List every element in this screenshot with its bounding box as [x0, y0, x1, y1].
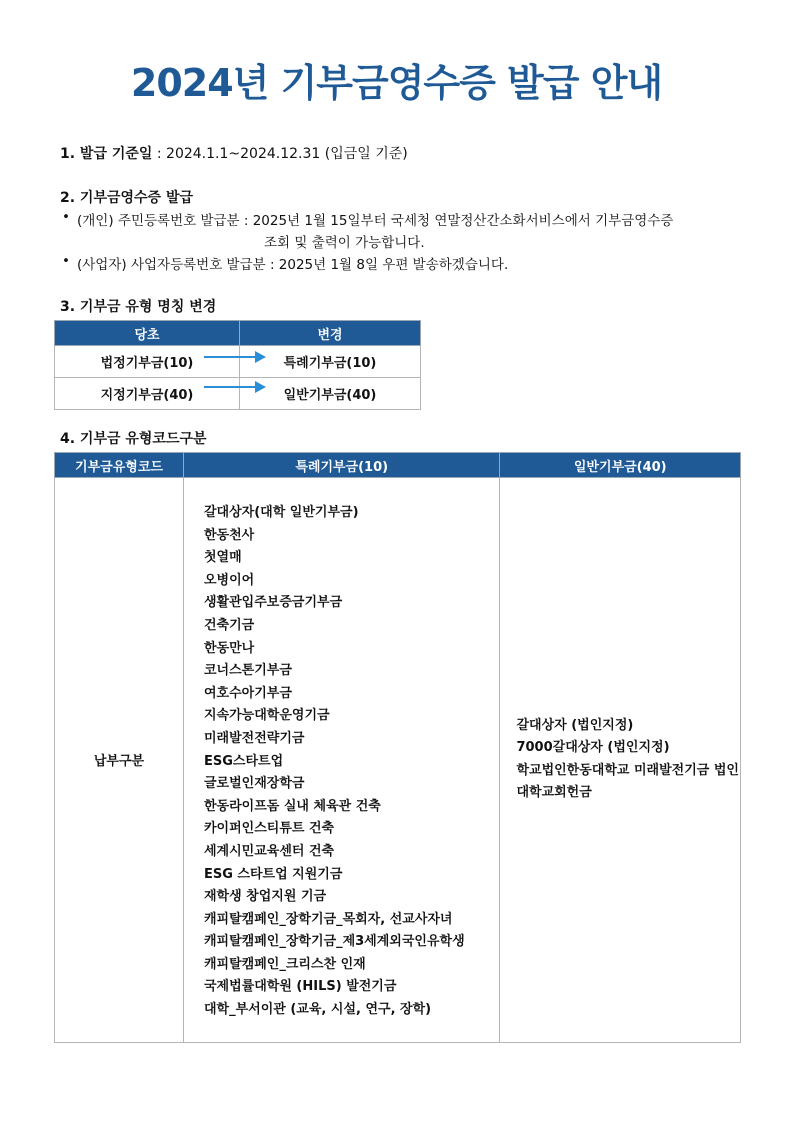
table-cell: 법정기부금(10) — [55, 346, 240, 378]
table-row — [55, 478, 741, 1043]
list-item: 세계시민교육센터 건축 — [203, 843, 335, 859]
list-item: 대학교회헌금 — [516, 785, 592, 801]
list-item: 첫열매 — [203, 550, 242, 566]
list-item: 학교법인한동대학교 미래발전기금 법인 — [516, 762, 739, 778]
special-donation-list — [183, 478, 499, 1043]
section-2-bullet-text: (사업자) 사업자등록번호 발급분 : 2025년 1월 8일 우편 발송하겠습니다. — [77, 257, 509, 273]
name-change-table — [54, 320, 421, 410]
general-donation-list — [500, 478, 741, 1043]
section-1 — [60, 143, 408, 163]
table-header: 일반기부금(40) — [500, 453, 741, 478]
table-cell: 지정기부금(40) — [55, 378, 240, 410]
list-item: 한동만나 — [203, 640, 255, 656]
list-item: 오병이어 — [203, 572, 255, 588]
list-item: 대학_부서이관 (교육, 시설, 연구, 장학) — [203, 1002, 432, 1018]
list-item: 한동천사 — [203, 527, 255, 543]
table-header: 당초 — [55, 321, 240, 346]
table-cell: 일반기부금(40) — [240, 378, 421, 410]
list-item: 갈대상자 (법인지정) — [516, 717, 634, 733]
list-item: 7000갈대상자 (법인지정) — [516, 740, 670, 756]
list-item: ESG스타트업 — [203, 753, 284, 769]
list-item: 생활관입주보증금기부금 — [203, 595, 343, 611]
list-item: 캐피탈캠페인_크리스찬 인재 — [203, 956, 366, 972]
section-1-label: 1. 발급 기준일 — [60, 146, 153, 162]
list-item: 재학생 창업지원 기금 — [203, 889, 327, 905]
section-4-heading: 4. 기부금 유형코드구분 — [60, 431, 207, 447]
list-item: 건축기금 — [203, 617, 255, 633]
section-2-bullet-text: (개인) 주민등록번호 발급분 : 2025년 1월 15일부터 국세청 연말정산간소화서비스에서 기부금영수증 — [77, 213, 674, 229]
arrow-right-icon — [204, 386, 256, 388]
section-2-bullet-continuation: 조회 및 출력이 가능합니다. — [264, 235, 425, 251]
table-header: 기부금유형코드 — [55, 453, 184, 478]
bullet-dot: • — [62, 209, 70, 225]
list-item: 카이퍼인스티튜트 건축 — [203, 821, 335, 837]
table-header: 특례기부금(10) — [183, 453, 499, 478]
table-header-row — [55, 321, 421, 346]
table-row — [55, 378, 421, 410]
section-2-heading: 2. 기부금영수증 발급 — [60, 190, 193, 206]
list-item: 코너스톤기부금 — [203, 663, 292, 679]
list-item: 여호수아기부금 — [203, 685, 292, 701]
bullet-dot: • — [62, 253, 70, 269]
row-label: 납부구분 — [55, 478, 184, 1043]
list-item: 캐피탈캠페인_장학기금_제3세계외국인유학생 — [203, 934, 465, 950]
list-item: 갈대상자(대학 일반기부금) — [203, 505, 359, 520]
table-header: 변경 — [240, 321, 421, 346]
list-item: ESG 스타트업 지원기금 — [203, 866, 343, 882]
list-item: 한동라이프돔 실내 체육관 건축 — [203, 798, 381, 814]
list-item: 캐피탈캠페인_장학기금_목회자, 선교사자녀 — [203, 911, 453, 927]
table-cell: 특례기부금(10) — [240, 346, 421, 378]
arrow-right-icon — [204, 356, 256, 358]
type-code-table — [54, 452, 741, 1043]
list-item: 미래발전전략기금 — [203, 730, 305, 746]
page-title: 2024년 기부금영수증 발급 안내 — [130, 61, 663, 105]
table-header-row — [55, 453, 741, 478]
section-3-heading: 3. 기부금 유형 명칭 변경 — [60, 299, 217, 315]
table-row — [55, 346, 421, 378]
list-item: 국제법률대학원 (HILS) 발전기금 — [203, 979, 397, 995]
section-1-text: : 2024.1.1~2024.12.31 (입금일 기준) — [152, 146, 408, 162]
list-item: 지속가능대학운영기금 — [203, 708, 330, 724]
list-item: 글로벌인재장학금 — [203, 776, 305, 792]
